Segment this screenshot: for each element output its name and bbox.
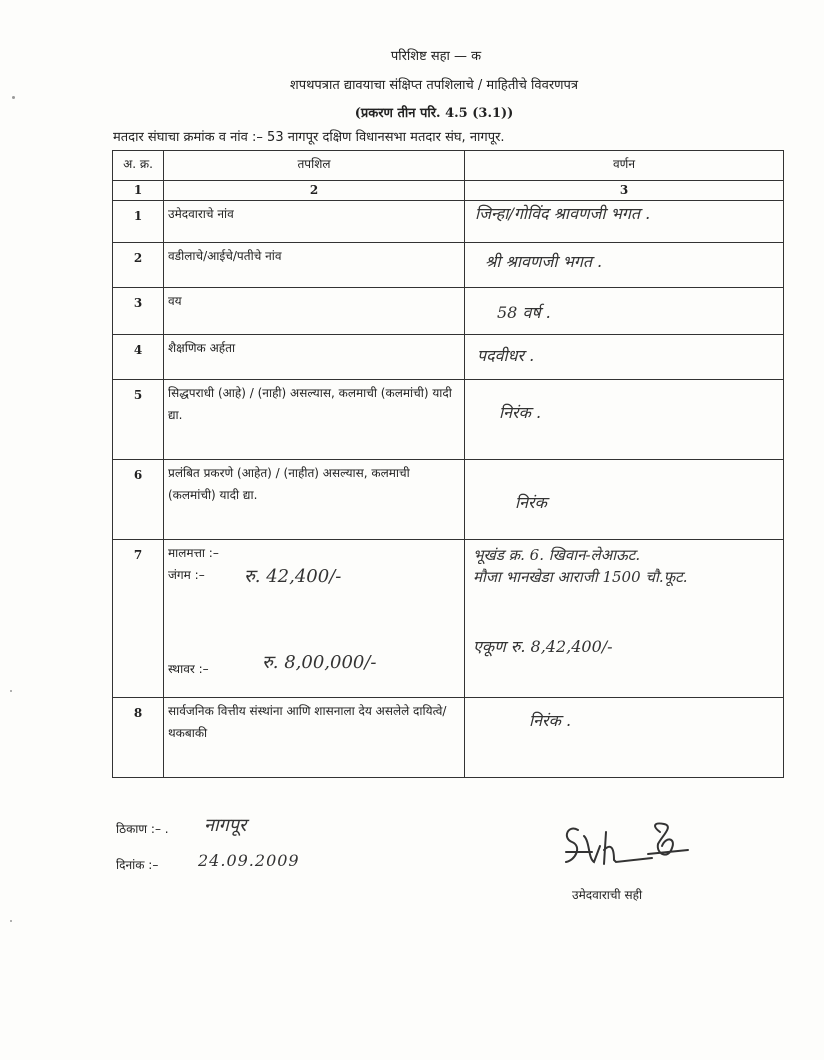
row-label: वय [164, 288, 465, 335]
immovable-label: स्थावर :– [168, 662, 209, 676]
candidate-signature [548, 812, 728, 884]
place-label: ठिकाण :– . [116, 822, 169, 836]
table-row [113, 380, 784, 460]
table-row [113, 540, 784, 698]
row-number: 7 [113, 540, 164, 698]
row-value [465, 201, 784, 243]
convictions-handwritten: निरंक . [499, 403, 542, 422]
row-label: सिद्धपराधी (आहे) / (नाही) असल्यास, कलमाची (कलमांची) यादी द्या. [164, 380, 465, 460]
table-row [113, 288, 784, 335]
parent-name-handwritten: श्री श्रावणजी भगत . [485, 252, 603, 271]
date-label: दिनांक :– [116, 858, 159, 872]
row-value [465, 460, 784, 540]
row-number: 2 [113, 243, 164, 288]
col-number-1: 1 [113, 181, 164, 201]
statement-title: शपथपत्रात द्यावयाचा संक्षिप्त तपशिलाचे / माहितीचे विवरणपत्र [289, 78, 579, 93]
appendix-title: परिशिष्ट सहा — क [390, 49, 482, 64]
table-row [113, 335, 784, 380]
row-value [465, 540, 784, 698]
table-row [113, 460, 784, 540]
assets-label: मालमत्ता :– [168, 546, 219, 560]
row-number: 4 [113, 335, 164, 380]
row-label: प्रलंबित प्रकरणे (आहेत) / (नाहीत) असल्यास, कलमाची (कलमांची) यादी द्या. [164, 460, 465, 540]
col-number-3: 3 [465, 181, 784, 201]
chapter-reference: (प्रकरण तीन परि. 4.5 (3.1)) [354, 106, 514, 121]
total-value-handwritten: एकूण रु. 8,42,400/- [473, 637, 613, 656]
row-label: वडीलाचे/आईचे/पतीचे नांव [164, 243, 465, 288]
scan-speck [10, 920, 12, 922]
row-label: सार्वजनिक वित्तीय संस्थांना आणि शासनाला देय असलेले दायित्वे/थकबाकी [164, 698, 465, 778]
candidate-name-handwritten: जिन्हा/गोविंद श्रावणजी भगत . [475, 204, 651, 223]
row-value [465, 335, 784, 380]
education-handwritten: पदवीधर . [477, 346, 535, 365]
place-value-handwritten: नागपूर [204, 815, 247, 836]
table-row [113, 698, 784, 778]
col-header-description: वर्णन [465, 151, 784, 181]
village-line-handwritten: मौजा भानखेडा आराजी 1500 चौ.फूट. [473, 568, 688, 586]
pending-cases-handwritten: निरंक [515, 493, 547, 512]
scan-speck [10, 690, 12, 692]
signature-caption: उमेदवाराची सही [572, 888, 643, 902]
row-value [465, 288, 784, 335]
column-number-row [113, 181, 784, 201]
row-number: 3 [113, 288, 164, 335]
constituency-line: मतदार संघाचा क्रमांक व नांव :– 53 नागपूर दक्षिण विधानसभा मतदार संघ, नागपूर. [113, 130, 505, 145]
movable-value-handwritten: रु. 42,400/- [244, 566, 342, 587]
row-number: 1 [113, 201, 164, 243]
movable-label: जंगम :– [168, 568, 205, 582]
row-value [465, 380, 784, 460]
date-value-handwritten: 24.09.2009 [198, 851, 300, 870]
col-number-2: 2 [164, 181, 465, 201]
row-number: 6 [113, 460, 164, 540]
row-value [465, 243, 784, 288]
liabilities-handwritten: निरंक . [529, 711, 572, 730]
row-label: शैक्षणिक अर्हता [164, 335, 465, 380]
row-label: उमेदवाराचे नांव [164, 201, 465, 243]
row-label [164, 540, 465, 698]
col-header-serial: अ. क्र. [113, 151, 164, 181]
scan-speck [12, 96, 15, 99]
row-number: 5 [113, 380, 164, 460]
row-value [465, 698, 784, 778]
table-row [113, 201, 784, 243]
plot-line-handwritten: भूखंड क्र. 6. खिवान-लेआऊट. [473, 546, 641, 564]
col-header-details: तपशिल [164, 151, 465, 181]
age-handwritten: 58 वर्ष . [497, 303, 551, 322]
row-number: 8 [113, 698, 164, 778]
details-table [112, 150, 784, 778]
immovable-value-handwritten: रु. 8,00,000/- [262, 652, 377, 673]
table-row [113, 243, 784, 288]
table-header-row [113, 151, 784, 181]
